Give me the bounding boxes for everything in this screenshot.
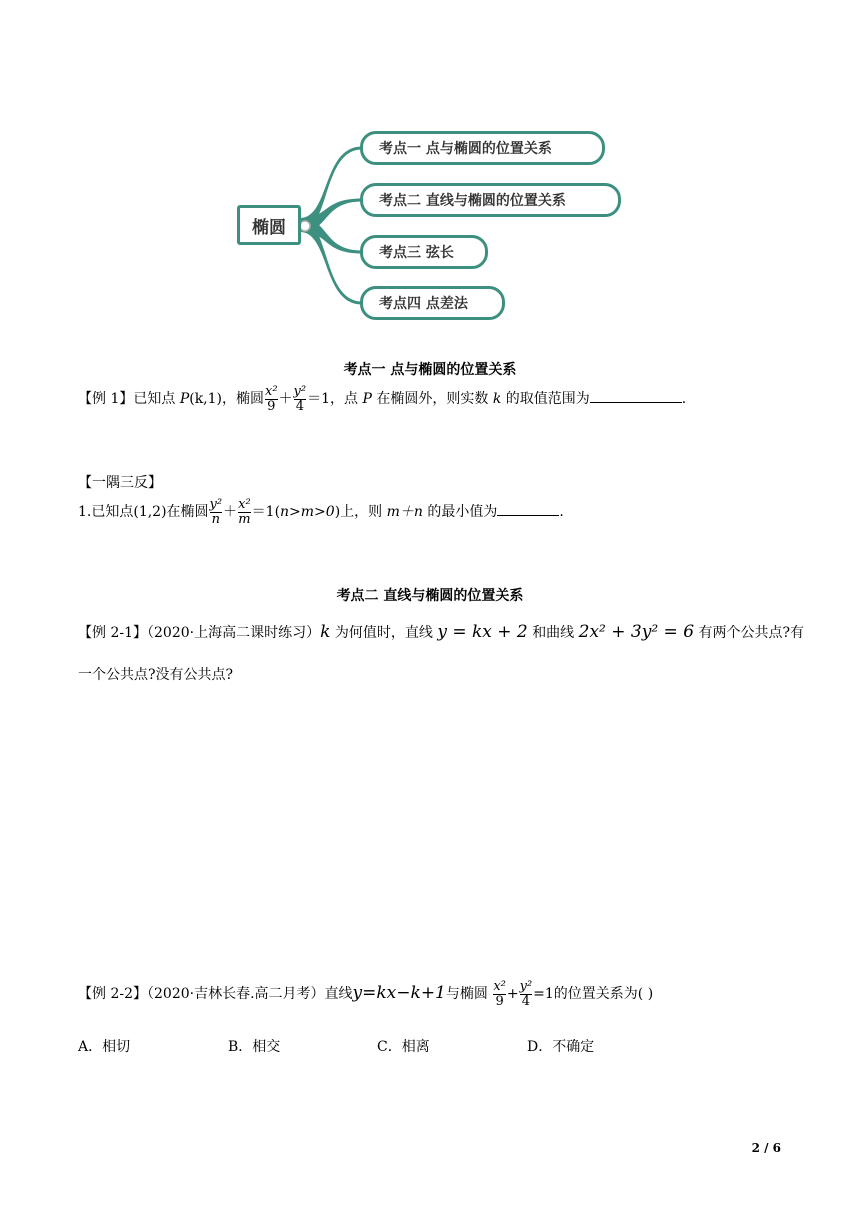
fraction: $\frac{\text{x²}}{m}$ xyxy=(238,497,251,527)
example-label: 【例 2-2】 xyxy=(78,986,147,1003)
example-1: 【例 1】已知点 P(k,1)，椭圆 $\frac{\text{x²}}{9}$ ＋ $\frac{\text{y²}}{4}$ ＝1，点 P 在椭圆外，则实数 k 的取值范围为 . xyxy=(78,384,687,414)
fraction: $\frac{\text{y²}}{n}$ xyxy=(209,497,223,527)
mindmap-branch-4: 考点四 点差法 xyxy=(360,286,505,320)
example-2-2: 【例 2-2】（2020·吉林长春.高二月考）直线y=kx−k+1与椭圆 $\frac{\text{x²}}{9}$ + $\frac{\text{y²}}{4}$ =1的位置关系为( ) xyxy=(78,979,654,1009)
section1-heading: 考点一 点与椭圆的位置关系 xyxy=(343,362,517,378)
connector-4 xyxy=(300,218,362,305)
option-d[interactable]: D．不确定 xyxy=(527,1039,595,1055)
mindmap-root: 椭圆 xyxy=(237,205,301,245)
mindmap-branch-1: 考点一 点与椭圆的位置关系 xyxy=(360,131,605,165)
practice-label: 【一隅三反】 xyxy=(78,475,162,491)
root-anchor-dot xyxy=(300,221,310,231)
fraction: $\frac{\text{y²}}{4}$ xyxy=(519,979,533,1009)
example-2-1: 【例 2-1】（2020·上海高二课时练习）k 为何值时，直线 y = kx + 2 和曲线 2x² + 3y² = 6 有两个公共点?有 xyxy=(78,622,804,642)
practice-1: 1.已知点(1,2)在椭圆 $\frac{\text{y²}}{n}$ ＋ $\frac{\text{x²}}{m}$ ＝1(n>m>0)上，则 m＋n 的最小值为 . xyxy=(78,497,564,527)
example-label: 【例 2-1】 xyxy=(78,625,147,641)
option-a[interactable]: A．相切 xyxy=(78,1039,131,1055)
option-c[interactable]: C．相离 xyxy=(377,1039,430,1055)
answer-blank[interactable] xyxy=(590,390,682,403)
mindmap-branch-2: 考点二 直线与椭圆的位置关系 xyxy=(360,183,621,217)
answer-blank[interactable] xyxy=(497,503,559,516)
fraction: $\frac{\text{y²}}{4}$ xyxy=(293,384,307,414)
example-label: 【例 1】 xyxy=(78,391,134,408)
mindmap-branch-3: 考点三 弦长 xyxy=(360,235,488,269)
fraction: $\frac{\text{x²}}{9}$ xyxy=(265,384,278,414)
section2-heading: 考点二 直线与椭圆的位置关系 xyxy=(336,588,524,604)
fraction: $\frac{\text{x²}}{9}$ xyxy=(493,979,506,1009)
page-number: 2 / 6 xyxy=(751,1141,781,1155)
option-b[interactable]: B．相交 xyxy=(228,1039,281,1055)
example-2-1-cont: 一个公共点?没有公共点? xyxy=(78,667,234,683)
